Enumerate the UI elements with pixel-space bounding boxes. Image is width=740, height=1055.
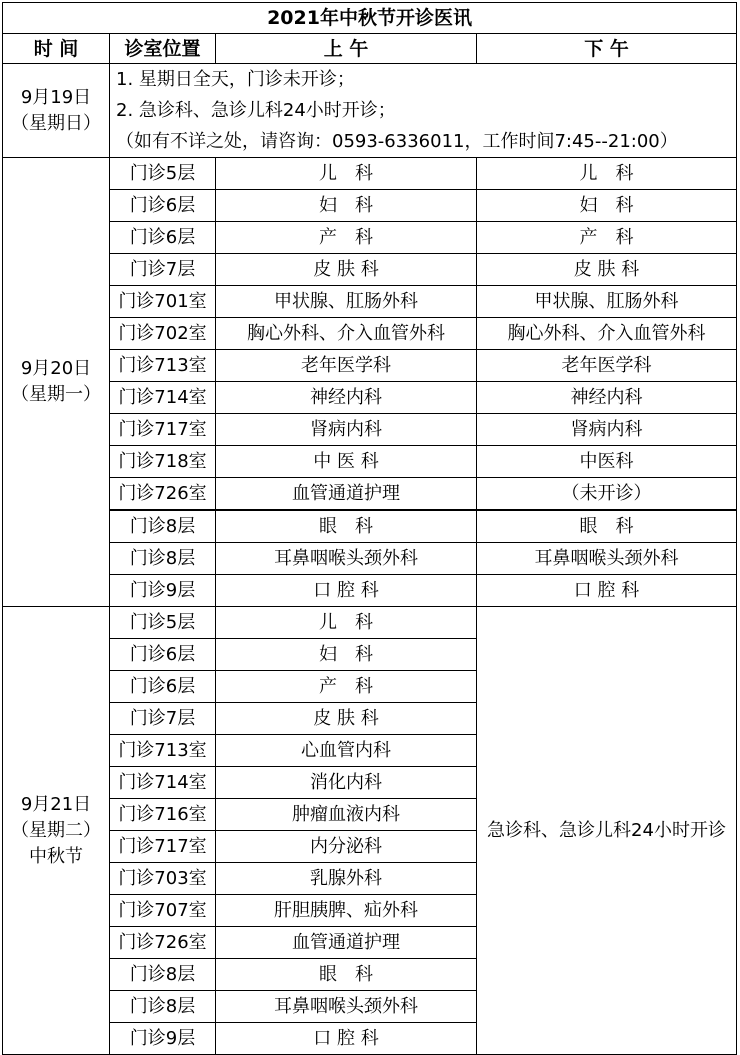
- room-cell: 门诊701室: [110, 286, 216, 318]
- day3-table-row: [3, 607, 737, 639]
- am-dept-cell: 皮 肤 科: [216, 254, 477, 286]
- am-dept-cell: 口 腔 科: [216, 1023, 477, 1055]
- am-dept-cell: 心血管内科: [216, 735, 477, 767]
- room-cell: 门诊718室: [110, 446, 216, 478]
- am-dept-cell: 血管通道护理: [216, 478, 477, 511]
- day1-date-cell: [3, 64, 110, 158]
- day2-table-row: [3, 158, 737, 190]
- room-cell: 门诊6层: [110, 222, 216, 254]
- day2-table-row: [3, 190, 737, 222]
- am-dept-cell: 肝胆胰脾、疝外科: [216, 895, 477, 927]
- day2-table-row: [3, 478, 737, 511]
- pm-dept-cell: 老年医学科: [477, 350, 737, 382]
- header-am: 上 午: [216, 34, 477, 64]
- day3-date-cell: [3, 607, 110, 1055]
- pm-dept-cell: 胸心外科、介入血管外科: [477, 318, 737, 350]
- pm-dept-cell: 中医科: [477, 446, 737, 478]
- day1-date: 9月19日: [20, 86, 92, 108]
- day2-table-row: [3, 286, 737, 318]
- room-cell: 门诊6层: [110, 639, 216, 671]
- header-pm: 下 午: [477, 34, 737, 64]
- pm-dept-cell: 肾病内科: [477, 414, 737, 446]
- room-cell: 门诊5层: [110, 607, 216, 639]
- am-dept-cell: 口 腔 科: [216, 575, 477, 607]
- room-cell: 门诊7层: [110, 254, 216, 286]
- room-cell: 门诊7层: [110, 703, 216, 735]
- am-dept-cell: 儿 科: [216, 607, 477, 639]
- am-dept-cell: 产 科: [216, 671, 477, 703]
- title-row: [3, 3, 737, 34]
- room-cell: 门诊707室: [110, 895, 216, 927]
- page-title: 2021年中秋节开诊医讯: [3, 3, 737, 34]
- room-cell: 门诊716室: [110, 799, 216, 831]
- room-cell: 门诊8层: [110, 991, 216, 1023]
- day2-date: 9月20日: [20, 358, 92, 379]
- day1-weekday: （星期日）: [11, 112, 101, 134]
- room-cell: 门诊9层: [110, 575, 216, 607]
- am-dept-cell: 眼 科: [216, 959, 477, 991]
- room-cell: 门诊714室: [110, 382, 216, 414]
- room-cell: 门诊9层: [110, 1023, 216, 1055]
- day2-weekday: （星期一）: [11, 384, 101, 405]
- header-time: 时 间: [3, 34, 110, 64]
- day3-festival: 中秋节: [29, 845, 83, 867]
- day2-table-row: [3, 446, 737, 478]
- am-dept-cell: 消化内科: [216, 767, 477, 799]
- day1-notes-cell: [110, 64, 737, 158]
- am-dept-cell: 胸心外科、介入血管外科: [216, 318, 477, 350]
- am-dept-cell: 神经内科: [216, 382, 477, 414]
- room-cell: 门诊717室: [110, 831, 216, 863]
- day1-note-1: 1. 星期日全天，门诊未开诊；: [116, 69, 355, 90]
- am-dept-cell: 甲状腺、肛肠外科: [216, 286, 477, 318]
- room-cell: 门诊713室: [110, 735, 216, 767]
- day2-table-row: [3, 350, 737, 382]
- room-cell: 门诊714室: [110, 767, 216, 799]
- am-dept-cell: 血管通道护理: [216, 927, 477, 959]
- room-cell: 门诊726室: [110, 478, 216, 511]
- day2-table-row: [3, 414, 737, 446]
- day2-date-cell: [3, 158, 110, 607]
- pm-dept-cell: 耳鼻咽喉头颈外科: [477, 543, 737, 575]
- am-dept-cell: 儿 科: [216, 158, 477, 190]
- pm-dept-cell: 妇 科: [477, 190, 737, 222]
- room-cell: 门诊8层: [110, 510, 216, 543]
- room-cell: 门诊8层: [110, 543, 216, 575]
- day1-row: [3, 64, 737, 158]
- schedule-table: [2, 2, 737, 1055]
- day2-table-row: [3, 318, 737, 350]
- day1-note-2: 2. 急诊科、急诊儿科24小时开诊；: [116, 100, 396, 121]
- day1-note-3: （如有不详之处，请咨询：0593-6336011，工作时间7:45--21:00）: [116, 131, 678, 152]
- am-dept-cell: 耳鼻咽喉头颈外科: [216, 991, 477, 1023]
- day3-weekday: （星期二）: [11, 819, 101, 841]
- am-dept-cell: 内分泌科: [216, 831, 477, 863]
- day2-table-row: [3, 543, 737, 575]
- am-dept-cell: 眼 科: [216, 510, 477, 543]
- header-room: 诊室位置: [110, 34, 216, 64]
- room-cell: 门诊717室: [110, 414, 216, 446]
- room-cell: 门诊5层: [110, 158, 216, 190]
- room-cell: 门诊6层: [110, 671, 216, 703]
- am-dept-cell: 妇 科: [216, 190, 477, 222]
- day2-table-row: [3, 222, 737, 254]
- day2-table-row: [3, 575, 737, 607]
- am-dept-cell: 肿瘤血液内科: [216, 799, 477, 831]
- pm-dept-cell: 眼 科: [477, 510, 737, 543]
- room-cell: 门诊6层: [110, 190, 216, 222]
- am-dept-cell: 耳鼻咽喉头颈外科: [216, 543, 477, 575]
- pm-dept-cell: 甲状腺、肛肠外科: [477, 286, 737, 318]
- am-dept-cell: 妇 科: [216, 639, 477, 671]
- day2-table-row: [3, 510, 737, 543]
- am-dept-cell: 皮 肤 科: [216, 703, 477, 735]
- pm-dept-cell: 儿 科: [477, 158, 737, 190]
- room-cell: 门诊703室: [110, 863, 216, 895]
- day3-date: 9月21日: [20, 793, 92, 815]
- room-cell: 门诊713室: [110, 350, 216, 382]
- day2-table-row: [3, 382, 737, 414]
- am-dept-cell: 中 医 科: [216, 446, 477, 478]
- room-cell: 门诊726室: [110, 927, 216, 959]
- pm-dept-cell: 口 腔 科: [477, 575, 737, 607]
- pm-dept-cell: （未开诊）: [477, 478, 737, 511]
- room-cell: 门诊8层: [110, 959, 216, 991]
- day3-pm-note: 急诊科、急诊儿科24小时开诊: [477, 607, 737, 1055]
- am-dept-cell: 产 科: [216, 222, 477, 254]
- am-dept-cell: 乳腺外科: [216, 863, 477, 895]
- pm-dept-cell: 神经内科: [477, 382, 737, 414]
- header-row: [3, 34, 737, 64]
- am-dept-cell: 肾病内科: [216, 414, 477, 446]
- room-cell: 门诊702室: [110, 318, 216, 350]
- day2-table-row: [3, 254, 737, 286]
- pm-dept-cell: 皮 肤 科: [477, 254, 737, 286]
- am-dept-cell: 老年医学科: [216, 350, 477, 382]
- pm-dept-cell: 产 科: [477, 222, 737, 254]
